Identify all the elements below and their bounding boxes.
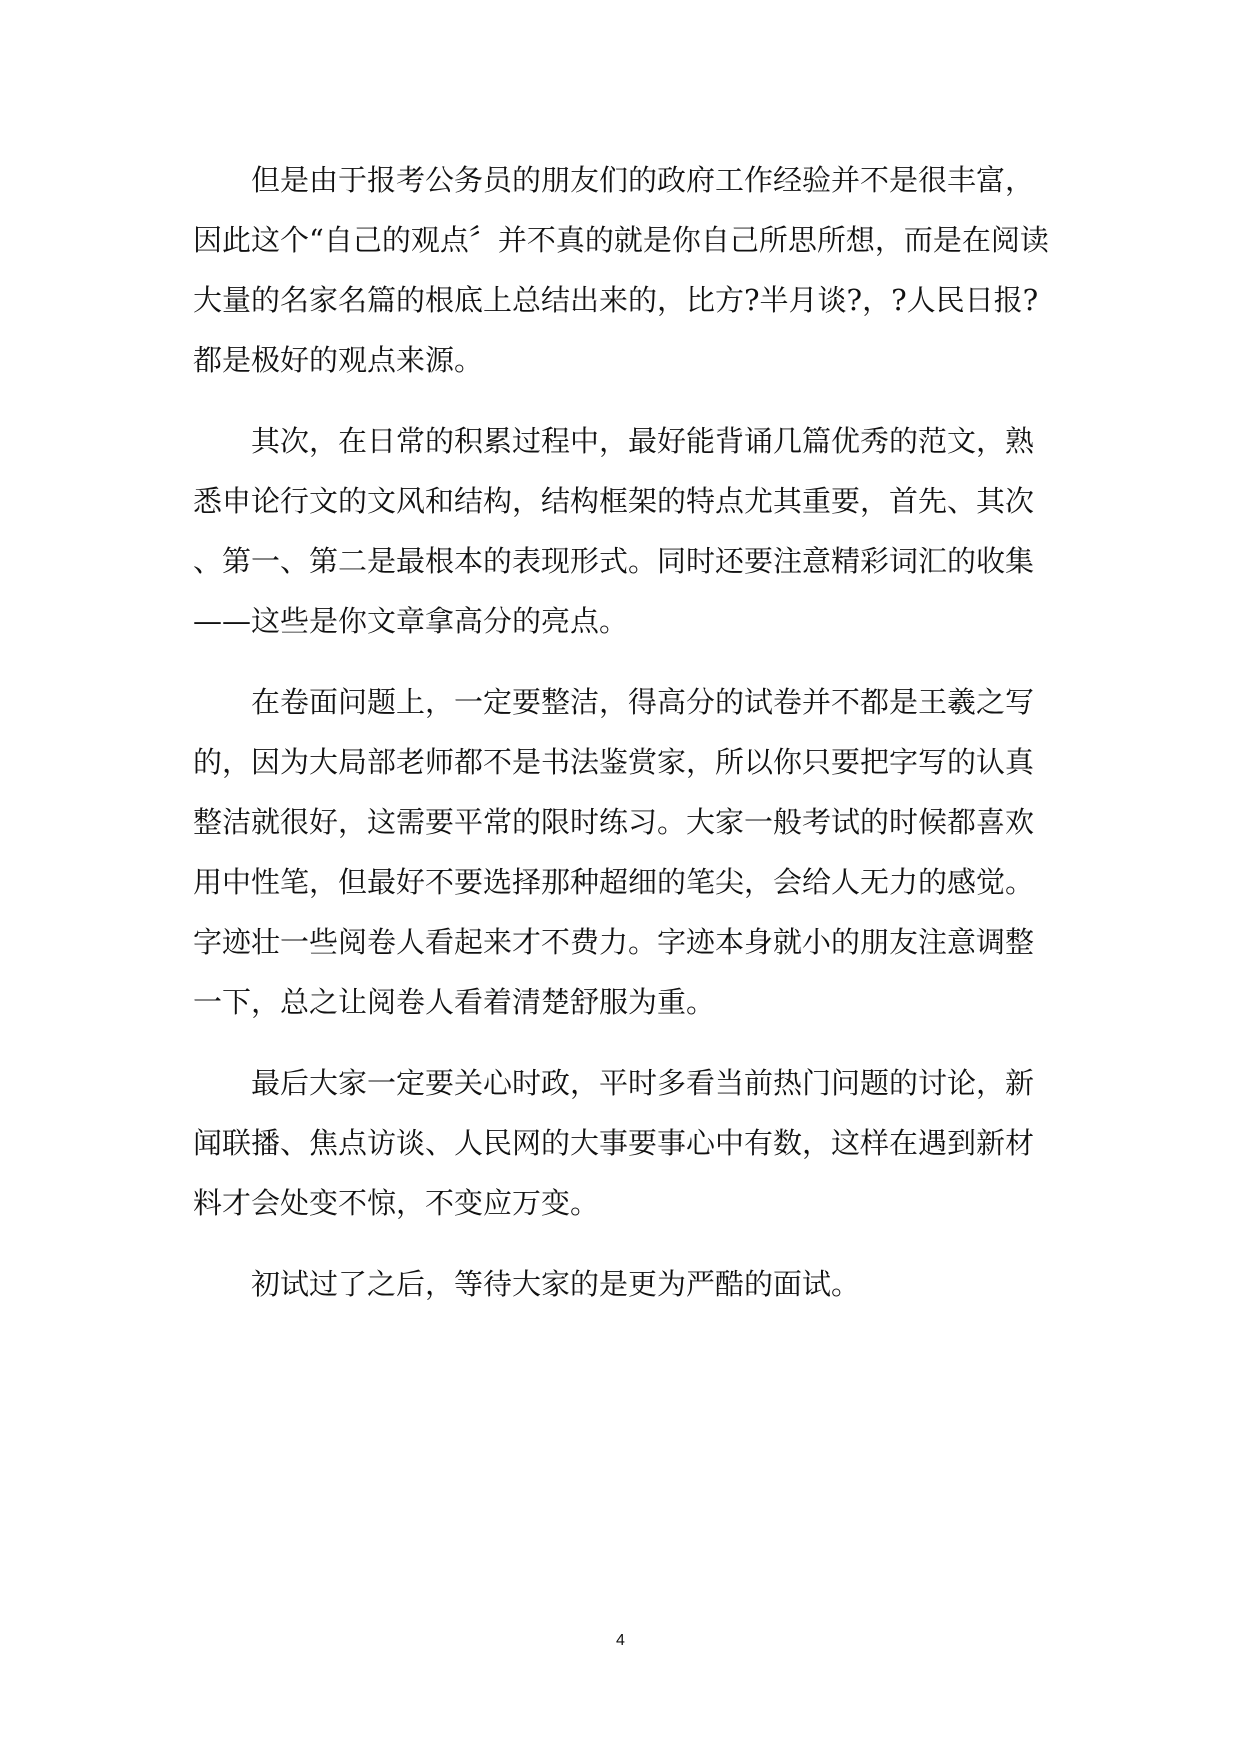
paragraph-line: 因此这个“自己的观点〞并不真的就是你自己所思所想，而是在阅读 — [193, 223, 1049, 257]
paragraph-line: 大量的名家名篇的根底上总结出来的，比方?半月谈?，?人民日报? — [193, 283, 1039, 317]
paragraph-line: 在卷面问题上，一定要整洁，得高分的试卷并不都是王羲之写 — [251, 685, 1035, 719]
paragraph-line: 字迹壮一些阅卷人看起来才不费力。字迹本身就小的朋友注意调整 — [193, 925, 1035, 959]
paragraph-5 — [193, 1254, 1050, 1314]
paragraph-line: 初试过了之后，等待大家的是更为严酷的面试。 — [251, 1267, 861, 1301]
paragraph-3 — [193, 672, 1050, 1032]
paragraph-line: 但是由于报考公务员的朋友们的政府工作经验并不是很丰富， — [251, 163, 1035, 197]
page-number: 4 — [616, 1632, 625, 1649]
body-text — [193, 150, 1050, 1314]
paragraph-line: 其次，在日常的积累过程中，最好能背诵几篇优秀的范文，熟 — [251, 424, 1035, 458]
paragraph-line: 闻联播、焦点访谈、人民网的大事要事心中有数，这样在遇到新材 — [193, 1126, 1035, 1160]
paragraph-line: 一下，总之让阅卷人看着清楚舒服为重。 — [193, 985, 716, 1019]
paragraph-line: 悉申论行文的文风和结构，结构框架的特点尤其重要，首先、其次 — [193, 484, 1035, 518]
paragraph-line: 最后大家一定要关心时政，平时多看当前热门问题的讨论，新 — [251, 1066, 1035, 1100]
paragraph-line: 都是极好的观点来源。 — [193, 343, 484, 377]
paragraph-4 — [193, 1053, 1050, 1233]
paragraph-line: 整洁就很好，这需要平常的限时练习。大家一般考试的时候都喜欢 — [193, 805, 1035, 839]
paragraph-line: 料才会处变不惊，不变应万变。 — [193, 1186, 600, 1220]
paragraph-line: ——这些是你文章拿高分的亮点。 — [193, 604, 629, 638]
paragraph-2 — [193, 411, 1050, 651]
paragraph-1 — [193, 150, 1050, 390]
paragraph-line: 用中性笔，但最好不要选择那种超细的笔尖，会给人无力的感觉。 — [193, 865, 1035, 899]
paragraph-line: 、第一、第二是最根本的表现形式。同时还要注意精彩词汇的收集 — [193, 544, 1035, 578]
paragraph-line: 的，因为大局部老师都不是书法鉴赏家，所以你只要把字写的认真 — [193, 745, 1035, 779]
